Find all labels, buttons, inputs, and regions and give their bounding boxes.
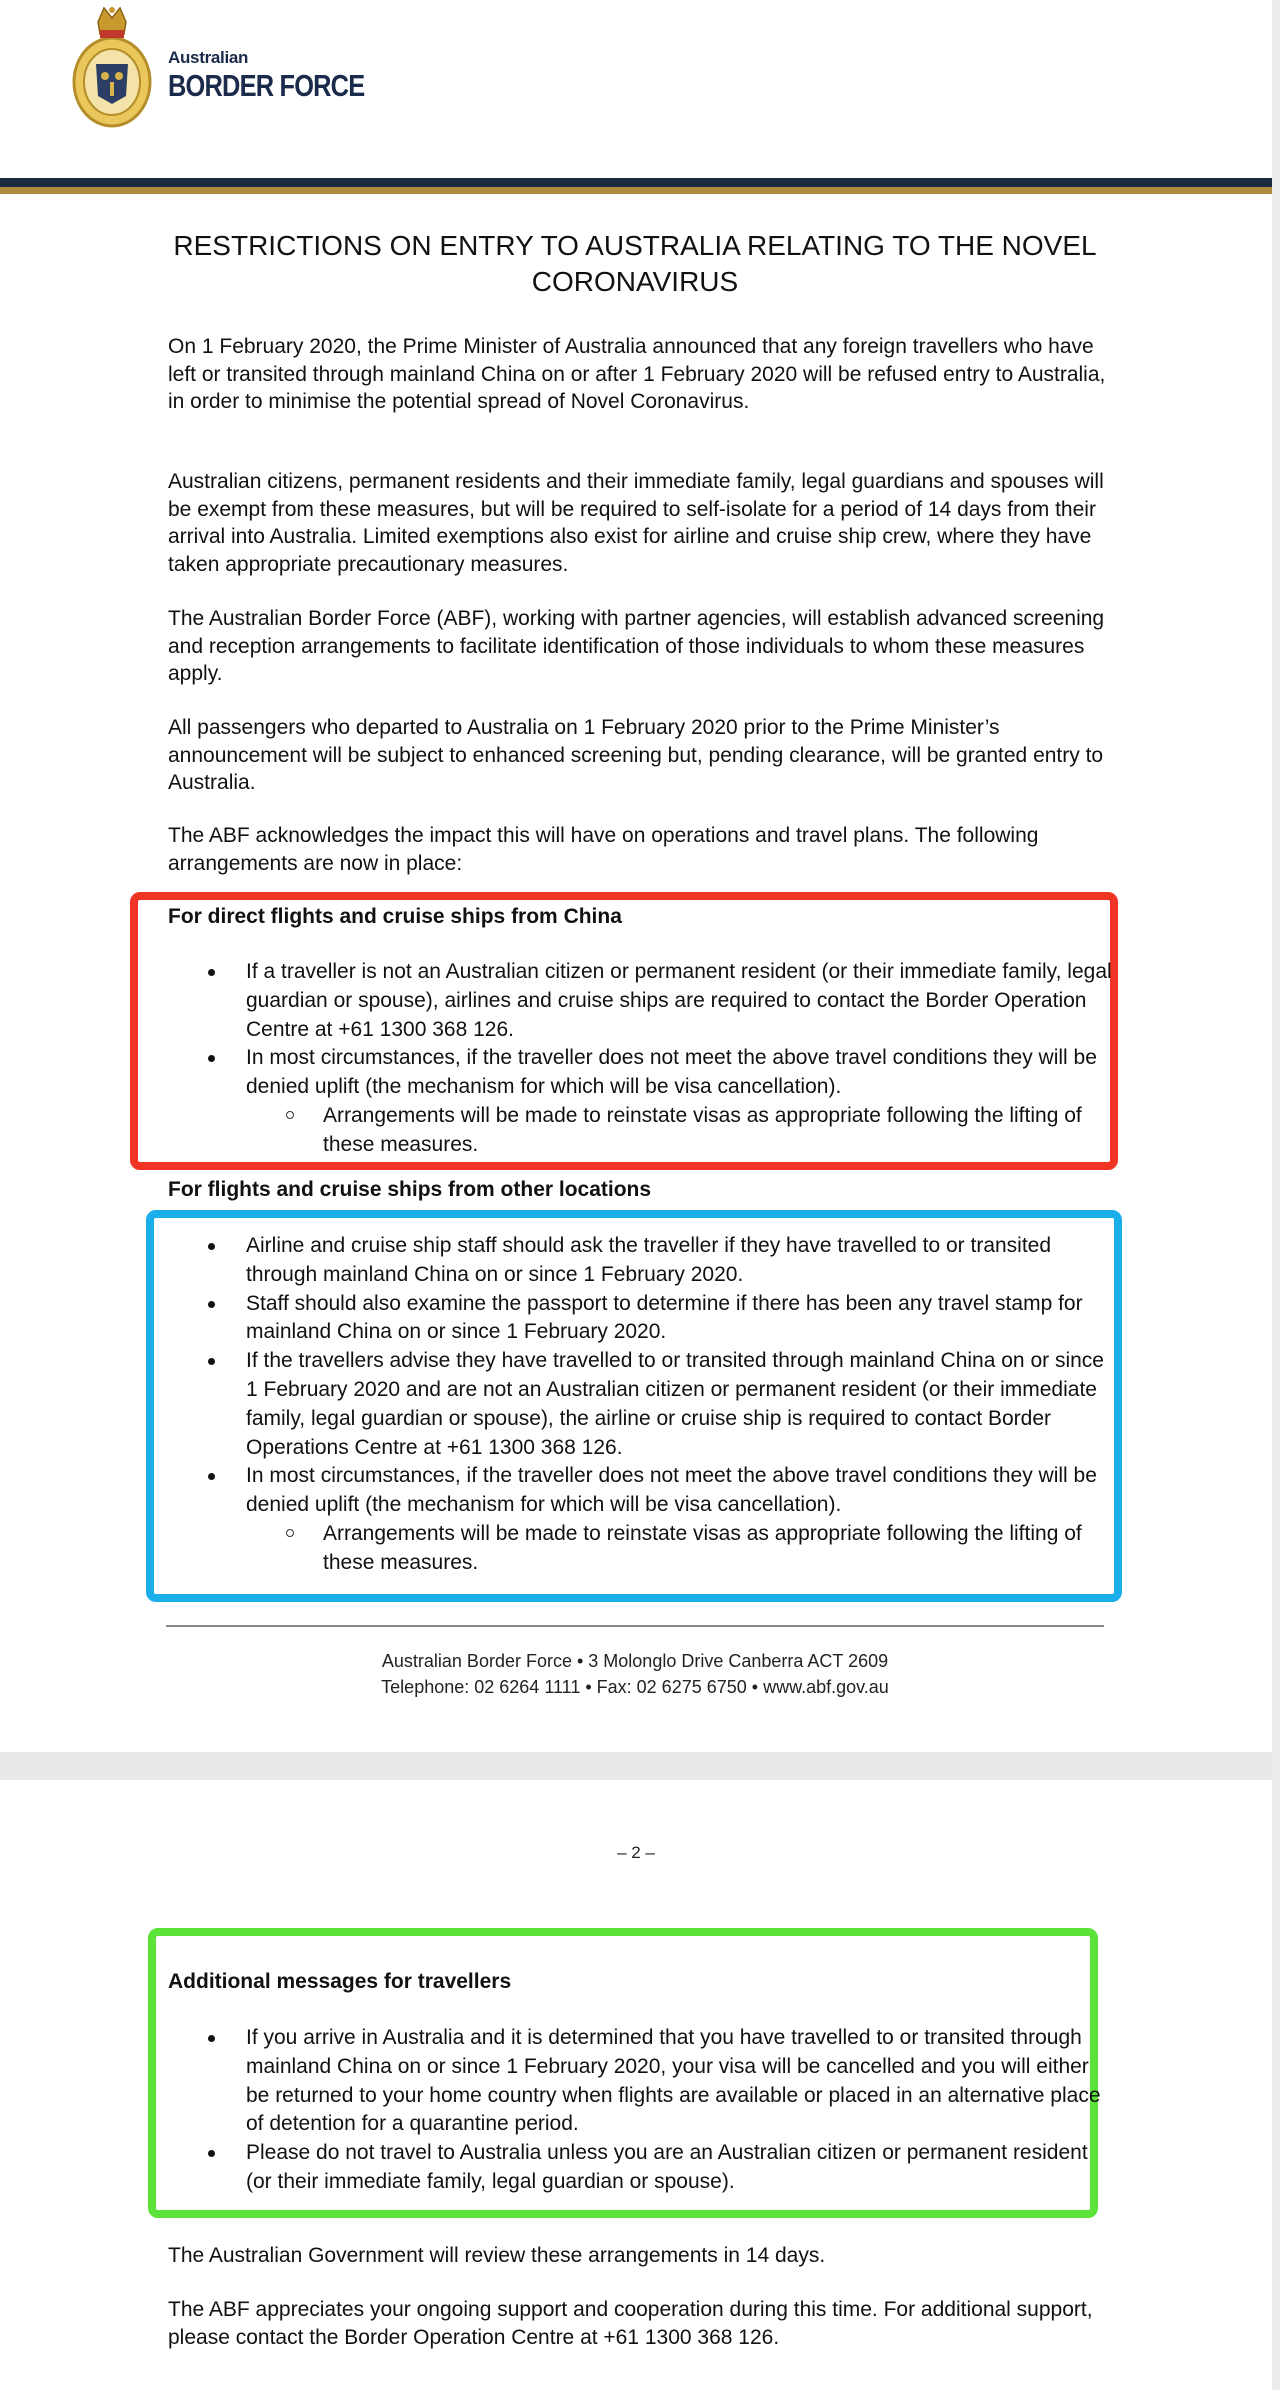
heading-other-locations: For flights and cruise ships from other locations — [168, 1178, 652, 1201]
footer-contact — [166, 1648, 1104, 1700]
page-edge — [1272, 0, 1280, 2390]
other-locations-bullet-list — [168, 1232, 1112, 1578]
brand-small-text: Australian — [168, 48, 249, 67]
list-item — [168, 2024, 1112, 2139]
bullet-text: Arrangements will be made to reinstate visas as appropriate following the lifting of these measures. — [323, 1103, 1082, 1156]
brand-big-text: BORDER FORCE — [168, 68, 365, 103]
paragraph-support: The ABF appreciates your ongoing support and cooperation during this time. For additional support, please contact the Border Operation Centre at +61 1300 368 126. — [168, 2298, 1093, 2349]
bullet-dot-icon — [208, 1358, 215, 1365]
list-item — [168, 1462, 1112, 1520]
bullet-text: In most circumstances, if the traveller does not meet the above travel conditions they will be denied uplift (the mechanism for which will be visa cancellation). — [246, 1464, 1097, 1517]
paragraph-exemptions: Australian citizens, permanent residents and their immediate family, legal guardians and spouses will be exempt from these measures, but will be required to self-isolate for a period of 14 days from their arrival into Australia. Limited exemptions also exist for airline and cruise ship crew, where they have taken appropriate precautionary measures. — [168, 470, 1104, 576]
bullet-dot-icon — [208, 969, 215, 976]
paragraph-review: The Australian Government will review these arrangements in 14 days. — [168, 2244, 826, 2267]
china-bullet-list — [168, 958, 1112, 1160]
bullet-circle-icon — [286, 1529, 294, 1537]
paragraph-abf-screening: The Australian Border Force (ABF), working with partner agencies, will establish advanced screening and reception arrangements to facilitate identification of those individuals to whom these measures apply. — [168, 607, 1105, 685]
bullet-dot-icon — [208, 2035, 215, 2042]
bullet-text: If the travellers advise they have travelled to or transited through mainland China on or since 1 February 2020 and are not an Australian citizen or permanent resident (or their immediate family, legal guardian or spouse), the airline or cruise ship is required to contact Border Operations Centre at +61 1300 368 126. — [246, 1349, 1104, 1459]
paragraph-arrangements: The ABF acknowledges the impact this will have on operations and travel plans. The following arrangements are now in place: — [168, 824, 1039, 875]
travellers-bullet-list — [168, 2024, 1112, 2197]
bullet-text: In most circumstances, if the traveller does not meet the above travel conditions they will be denied uplift (the mechanism for which will be visa cancellation). — [246, 1046, 1097, 1099]
list-item — [168, 958, 1112, 1044]
document-title: RESTRICTIONS ON ENTRY TO AUSTRALIA RELATING TO THE NOVEL CORONAVIRUS — [173, 230, 1097, 297]
abf-crest-logo — [68, 0, 158, 128]
footer-rule — [166, 1625, 1104, 1627]
bullet-dot-icon — [208, 1055, 215, 1062]
sub-list-item — [168, 1102, 1112, 1160]
bullet-text: Airline and cruise ship staff should ask the traveller if they have travelled to or transited through mainland China on or since 1 February 2020. — [246, 1234, 1052, 1286]
footer-phone: Telephone: 02 6264 1111 • Fax: 02 6275 6750 • www.abf.gov.au — [381, 1677, 889, 1697]
bullet-text: Arrangements will be made to reinstate visas as appropriate following the lifting of these measures. — [323, 1521, 1082, 1574]
list-item — [168, 1290, 1112, 1348]
bullet-text: If a traveller is not an Australian citizen or permanent resident (or their immediate family, legal guardian or spouse), airlines and cruise ships are required to contact the Border Operation Centre at +61 1300 368 126. — [246, 960, 1112, 1041]
header-rule-navy — [0, 178, 1272, 187]
list-item — [168, 1044, 1112, 1102]
footer-address: Australian Border Force • 3 Molonglo Drive Canberra ACT 2609 — [381, 1651, 889, 1671]
list-item — [168, 1232, 1112, 1290]
bullet-dot-icon — [208, 1301, 215, 1308]
bullet-text: Please do not travel to Australia unless you are an Australian citizen or permanent resident (or their immediate family, legal guardian or spouse). — [246, 2141, 1088, 2193]
bullet-dot-icon — [208, 1243, 215, 1250]
sub-list-item — [168, 1520, 1112, 1578]
bullet-text: Staff should also examine the passport to determine if there has been any travel stamp for mainland China on or since 1 February 2020. — [246, 1291, 1083, 1344]
bullet-text: If you arrive in Australia and it is determined that you have travelled to or transited through mainland China on or since 1 February 2020, your visa will be cancelled and you will either be returned to your home country when flights are available or placed in an alternative place of detention for a quarantine period. — [246, 2026, 1101, 2136]
paragraph-announcement: On 1 February 2020, the Prime Minister of Australia announced that any foreign travellers who have left or transited through mainland China on or after 1 February 2020 will be refused entry to Australia, in order to minimise the potential spread of Novel Coronavirus. — [168, 335, 1106, 413]
heading-additional-messages: Additional messages for travellers — [168, 1970, 512, 1993]
bullet-circle-icon — [286, 1111, 294, 1119]
bullet-dot-icon — [208, 2150, 215, 2157]
bullet-dot-icon — [208, 1473, 215, 1480]
list-item — [168, 1347, 1112, 1462]
header-rule-gold — [0, 187, 1272, 194]
heading-china-flights: For direct flights and cruise ships from China — [168, 905, 622, 928]
list-item — [168, 2139, 1112, 2197]
paragraph-departed-passengers: All passengers who departed to Australia on 1 February 2020 prior to the Prime Minister’s announcement will be subject to enhanced screening but, pending clearance, will be granted entry to Australia. — [168, 716, 1104, 794]
page-number: – 2 – — [617, 1843, 655, 1862]
